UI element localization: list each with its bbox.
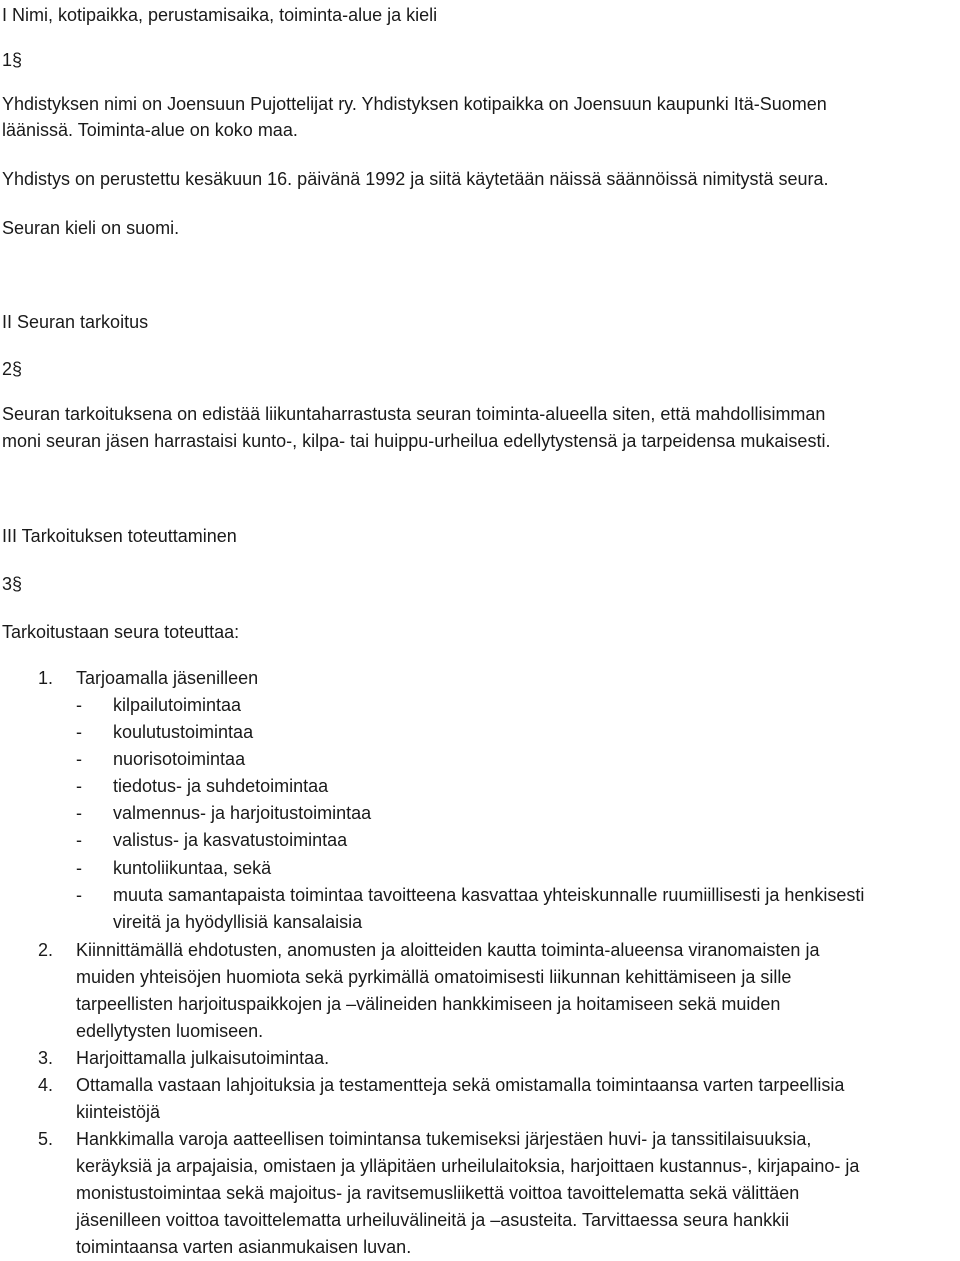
sub-item: koulutustoimintaa (113, 722, 254, 742)
list-dash: - (76, 803, 82, 823)
list-item: Harjoittamalla julkaisutoimintaa. (76, 1048, 330, 1068)
paragraph-number: 1§ (2, 50, 23, 70)
section-heading: III Tarkoituksen toteuttaminen (2, 526, 237, 546)
list-number: 1. (38, 668, 54, 688)
sub-item: valistus- ja kasvatustoimintaa (113, 830, 348, 850)
list-dash: - (76, 749, 82, 769)
text-line: moni seuran jäsen harrastaisi kunto-, kilpa- tai huippu-urheilua edellytystensä ja tarpeidensa mukaisesti. (2, 431, 831, 451)
text-line: Yhdistys on perustettu kesäkuun 16. päivänä 1992 ja siitä käytetään näissä säännöissä nimitystä seura. (2, 169, 829, 189)
list-item: muiden yhteisöjen huomiota sekä pyrkimällä omatoimisesti liikunnan kehittämiseen ja sille (76, 967, 792, 987)
list-item: toimintaansa varten asianmukaisen luvan. (76, 1237, 412, 1257)
text-line: Yhdistyksen nimi on Joensuun Pujottelijat ry. Yhdistyksen kotipaikka on Joensuun kaupunki Itä-Suomen (2, 94, 827, 114)
text-line: Seuran tarkoituksena on edistää liikuntaharrastusta seuran toiminta-alueella siten, että mahdollisimman (2, 404, 826, 424)
list-dash: - (76, 695, 82, 715)
list-item: Tarjoamalla jäsenilleen (76, 668, 259, 688)
list-dash: - (76, 858, 82, 878)
list-number: 5. (38, 1129, 54, 1149)
section-heading: II Seuran tarkoitus (2, 312, 149, 332)
text-line: Seuran kieli on suomi. (2, 218, 180, 238)
sub-item: muuta samantapaista toimintaa tavoitteena kasvattaa yhteiskunnalle ruumiillisesti ja henkisesti (113, 885, 865, 905)
intro-text: Tarkoitustaan seura toteuttaa: (2, 622, 240, 642)
list-item: Kiinnittämällä ehdotusten, anomusten ja aloitteiden kautta toiminta-alueensa viranomaisten ja (76, 940, 820, 960)
sub-item: kuntoliikuntaa, sekä (113, 858, 272, 878)
list-item: kiinteistöjä (76, 1102, 161, 1122)
list-item: jäsenilleen voittoa tavoittelematta urheiluvälineitä ja –asusteita. Tarvittaessa seura hankkii (76, 1210, 790, 1230)
list-item: Hankkimalla varoja aatteellisen toimintansa tukemiseksi järjestäen huvi- ja tanssitilaisuuksia, (76, 1129, 812, 1149)
list-number: 2. (38, 940, 54, 960)
list-number: 3. (38, 1048, 54, 1068)
text-line: läänissä. Toiminta-alue on koko maa. (2, 120, 298, 140)
list-dash: - (76, 830, 82, 850)
list-dash: - (76, 722, 82, 742)
list-item: edellytysten luomiseen. (76, 1021, 264, 1041)
sub-item: valmennus- ja harjoitustoimintaa (113, 803, 372, 823)
paragraph-number: 3§ (2, 574, 23, 594)
list-item: monistustoimintaa sekä majoitus- ja ravitsemusliikettä voittoa tavoittelematta sekä välittäen (76, 1183, 800, 1203)
list-item: keräyksiä ja arpajaisia, omistaen ja ylläpitäen urheilulaitoksia, harjoittaen kustannus-, kirjapaino- ja (76, 1156, 860, 1176)
sub-item: tiedotus- ja suhdetoimintaa (113, 776, 329, 796)
paragraph-number: 2§ (2, 359, 23, 379)
list-number: 4. (38, 1075, 54, 1095)
section-heading: I Nimi, kotipaikka, perustamisaika, toiminta-alue ja kieli (2, 5, 438, 25)
sub-item: vireitä ja hyödyllisiä kansalaisia (113, 912, 363, 932)
sub-item: nuorisotoimintaa (113, 749, 246, 769)
list-dash: - (76, 776, 82, 796)
list-item: Ottamalla vastaan lahjoituksia ja testamentteja sekä omistamalla toimintaansa varten tarpeellisia (76, 1075, 845, 1095)
sub-item: kilpailutoimintaa (113, 695, 242, 715)
list-item: tarpeellisten harjoituspaikkojen ja –välineiden hankkimiseen ja hoitamiseen sekä muiden (76, 994, 781, 1014)
list-dash: - (76, 885, 82, 905)
